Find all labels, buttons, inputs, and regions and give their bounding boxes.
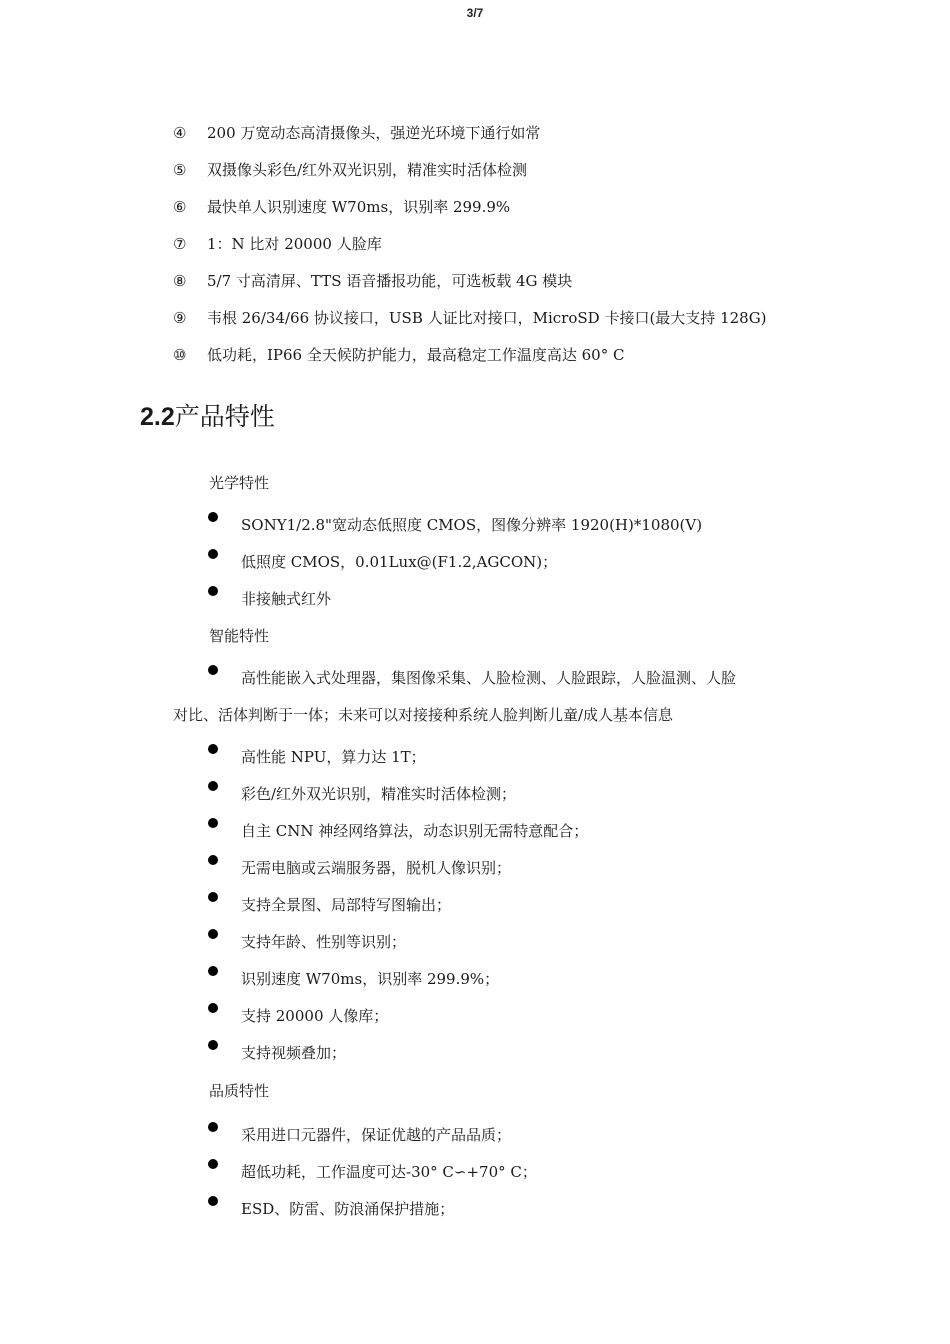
- bullet-item: 高性能 NPU，算力达 1T；: [241, 748, 426, 766]
- bullet-icon: [208, 818, 218, 828]
- list-marker: ⑧: [173, 272, 187, 290]
- list-item: 低功耗，IP66 全天候防护能力，最高稳定工作温度高达 60° C: [207, 346, 625, 364]
- bullet-item: 超低功耗，工作温度可达-30° C∽+70° C；: [241, 1163, 537, 1181]
- bullet-icon: [208, 549, 218, 559]
- bullet-icon: [208, 512, 218, 522]
- bullet-item: ESD、防雷、防浪涌保护措施；: [241, 1200, 455, 1218]
- bullet-icon: [208, 1003, 218, 1013]
- bullet-icon: [208, 929, 218, 939]
- smart-heading: 智能特性: [209, 627, 270, 645]
- list-marker: ⑩: [173, 346, 187, 364]
- page-number: 3/7: [466, 6, 484, 20]
- bullet-item: SONY1/2.8"宽动态低照度 CMOS，图像分辨率 1920(H)*1080(V): [241, 516, 703, 534]
- list-marker: ⑤: [173, 161, 187, 179]
- bullet-icon: [208, 744, 218, 754]
- quality-heading: 品质特性: [209, 1082, 270, 1100]
- bullet-item: 自主 CNN 神经网络算法，动态识别无需特意配合；: [241, 822, 589, 840]
- bullet-item: 采用进口元器件，保证优越的产品品质；: [241, 1126, 512, 1144]
- bullet-icon: [208, 892, 218, 902]
- list-marker: ⑦: [173, 235, 187, 253]
- bullet-item: 彩色/红外双光识别，精准实时活体检测；: [241, 785, 517, 803]
- bullet-icon: [208, 781, 218, 791]
- bullet-icon: [208, 1122, 218, 1132]
- bullet-item: 无需电脑或云端服务器，脱机人像识别；: [241, 859, 512, 877]
- list-item: 200 万宽动态高清摄像头，强逆光环境下通行如常: [207, 124, 541, 142]
- list-marker: ⑥: [173, 198, 187, 216]
- bullet-item: 支持 20000 人像库；: [241, 1007, 389, 1025]
- bullet-item: 支持全景图、局部特写图输出；: [241, 896, 452, 914]
- section-number: 2.2: [140, 403, 175, 431]
- bullet-icon: [208, 1196, 218, 1206]
- list-item: 5/7 寸高清屏、TTS 语音播报功能，可选板载 4G 模块: [207, 272, 573, 290]
- section-heading: [140, 400, 275, 434]
- optical-heading: 光学特性: [209, 474, 270, 492]
- bullet-icon: [208, 665, 218, 675]
- list-item: 双摄像头彩色/红外双光识别，精准实时活体检测: [207, 161, 528, 179]
- bullet-item-wrapped: 高性能嵌入式处理器，集图像采集、人脸检测、人脸跟踪，人脸温测、人脸: [241, 669, 737, 687]
- bullet-icon: [208, 966, 218, 976]
- list-item: 1：N 比对 20000 人脸库: [207, 235, 382, 253]
- list-item: 韦根 26/34/66 协议接口，USB 人证比对接口，MicroSD 卡接口(最大支持 128G): [207, 309, 767, 327]
- bullet-icon: [208, 1159, 218, 1169]
- bullet-icon: [208, 1040, 218, 1050]
- bullet-item: 识别速度 W70ms，识别率 299.9%；: [241, 970, 500, 988]
- bullet-item: 支持年龄、性别等识别；: [241, 933, 407, 951]
- bullet-icon: [208, 586, 218, 596]
- bullet-item-continuation: 对比、活体判断于一体；未来可以对接接种系统人脸判断儿童/成人基本信息: [173, 706, 674, 724]
- list-marker: ⑨: [173, 309, 187, 327]
- section-title: 产品特性: [174, 402, 275, 431]
- bullet-item: 低照度 CMOS，0.01Lux@(F1.2,AGCON)；: [241, 553, 558, 571]
- bullet-item: 支持视频叠加；: [241, 1044, 347, 1062]
- bullet-icon: [208, 855, 218, 865]
- list-marker: ④: [173, 124, 187, 142]
- list-item: 最快单人识别速度 W70ms，识别率 299.9%: [207, 198, 511, 216]
- bullet-item: 非接触式红外: [241, 590, 332, 608]
